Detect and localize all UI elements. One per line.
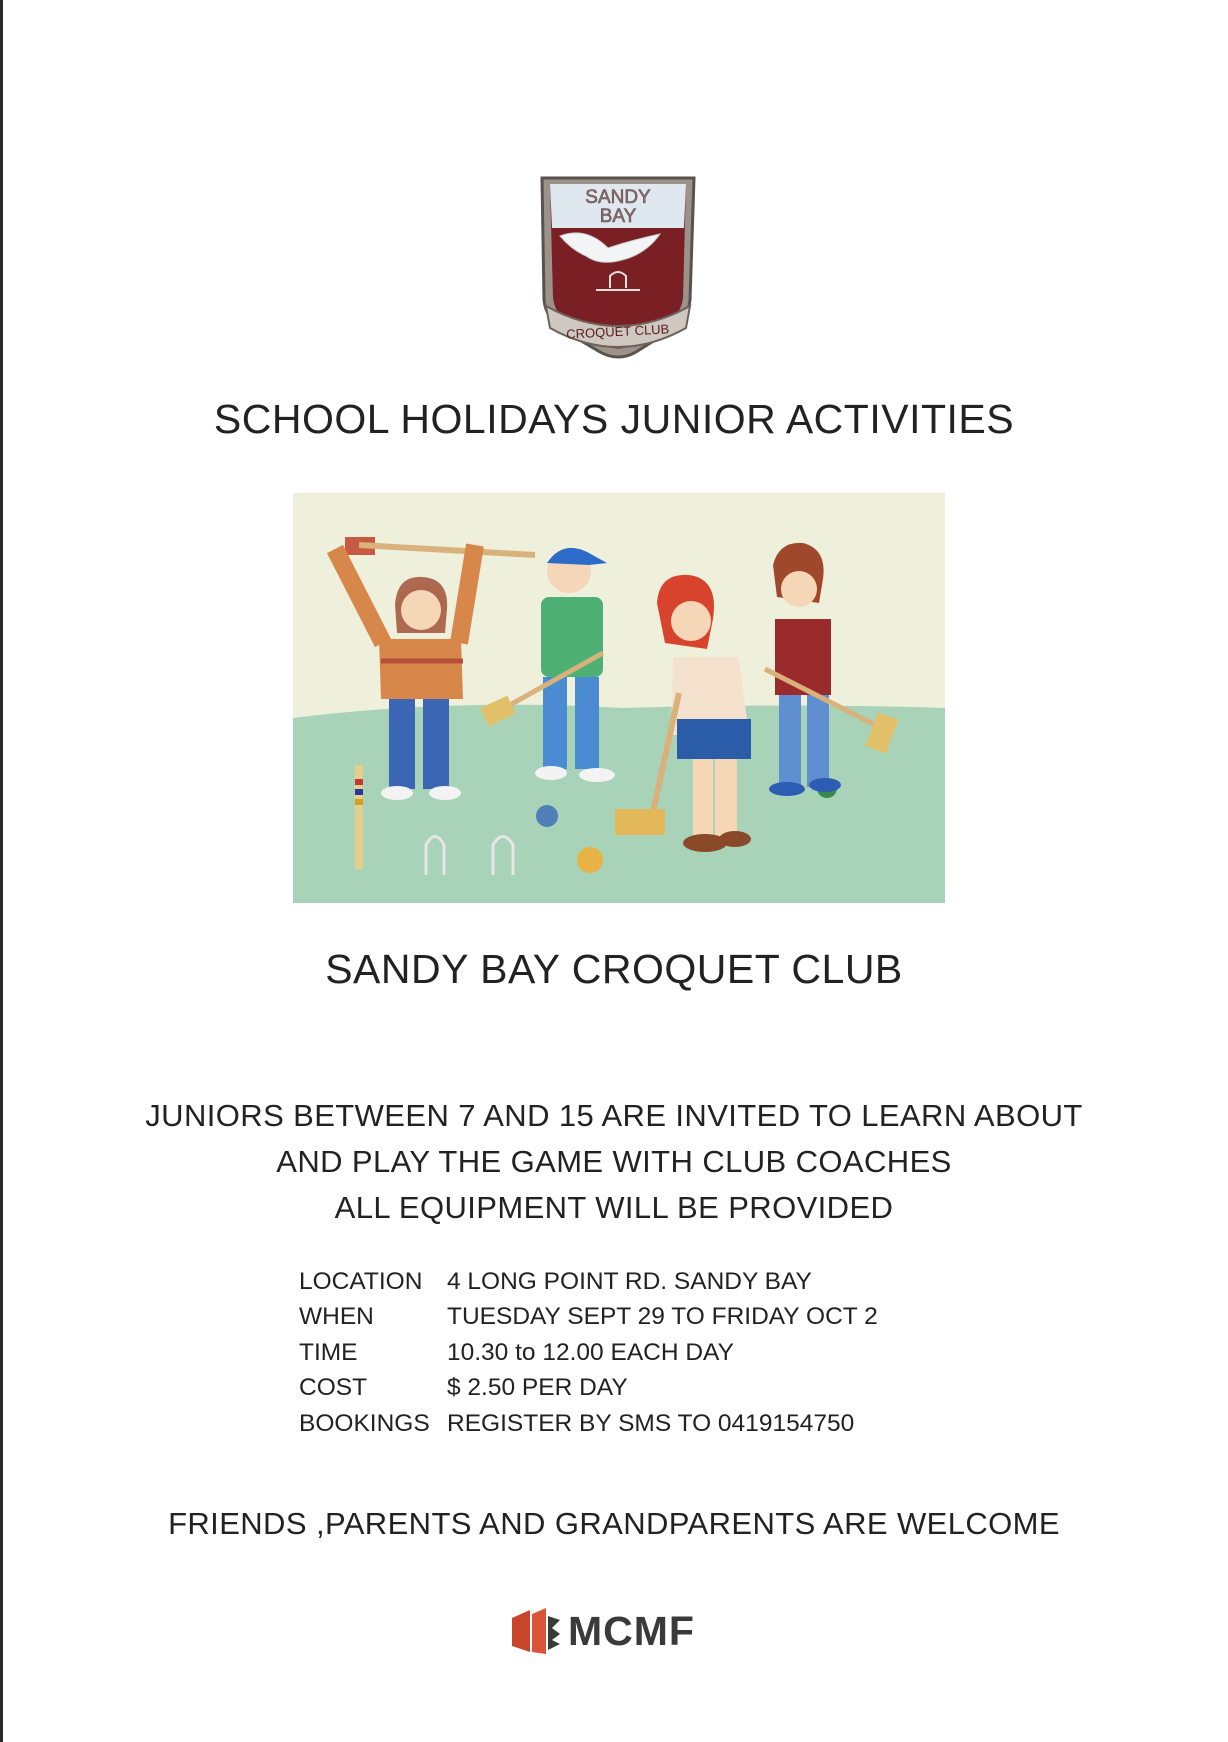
detail-value: $ 2.50 PER DAY [447, 1374, 628, 1402]
event-details [299, 1264, 878, 1442]
detail-row-location [299, 1264, 878, 1300]
detail-label: TIME [299, 1338, 358, 1366]
detail-value: 4 LONG POINT RD. SANDY BAY [447, 1267, 812, 1295]
detail-row-cost [299, 1371, 878, 1407]
detail-label: BOOKINGS [299, 1409, 430, 1437]
invitation-line: ALL EQUIPMENT WILL BE PROVIDED [334, 1190, 894, 1225]
invitation-line: JUNIORS BETWEEN 7 AND 15 ARE INVITED TO LEARN ABOUT [145, 1098, 1083, 1133]
detail-value: TUESDAY SEPT 29 TO FRIDAY OCT 2 [447, 1303, 878, 1331]
detail-label: COST [299, 1374, 368, 1402]
sponsor-logo [510, 1606, 695, 1656]
welcome-message: FRIENDS ,PARENTS AND GRANDPARENTS ARE WELCOME [168, 1506, 1060, 1541]
detail-row-time [299, 1335, 878, 1371]
detail-label: LOCATION [299, 1267, 423, 1295]
svg-text:CROQUET CLUB: CROQUET CLUB [565, 321, 670, 342]
mcmf-logo-icon [510, 1606, 562, 1656]
detail-value: REGISTER BY SMS TO 0419154750 [447, 1409, 855, 1437]
children-playing-croquet-illustration [293, 493, 945, 903]
scan-edge [0, 0, 3, 1742]
sponsor-name: MCMF [568, 1607, 695, 1654]
svg-text:SANDY: SANDY [585, 187, 651, 208]
page-title: SCHOOL HOLIDAYS JUNIOR ACTIVITIES [213, 396, 1015, 442]
detail-value: 10.30 to 12.00 EACH DAY [447, 1338, 734, 1366]
svg-text:BAY: BAY [599, 206, 637, 227]
club-badge-logo [536, 170, 700, 370]
invitation-line: AND PLAY THE GAME WITH CLUB COACHES [276, 1144, 952, 1179]
detail-label: WHEN [299, 1303, 374, 1331]
detail-row-bookings [299, 1406, 878, 1442]
detail-row-when [299, 1300, 878, 1336]
club-name: SANDY BAY CROQUET CLUB [325, 946, 903, 992]
invitation-text [0, 1093, 1228, 1231]
